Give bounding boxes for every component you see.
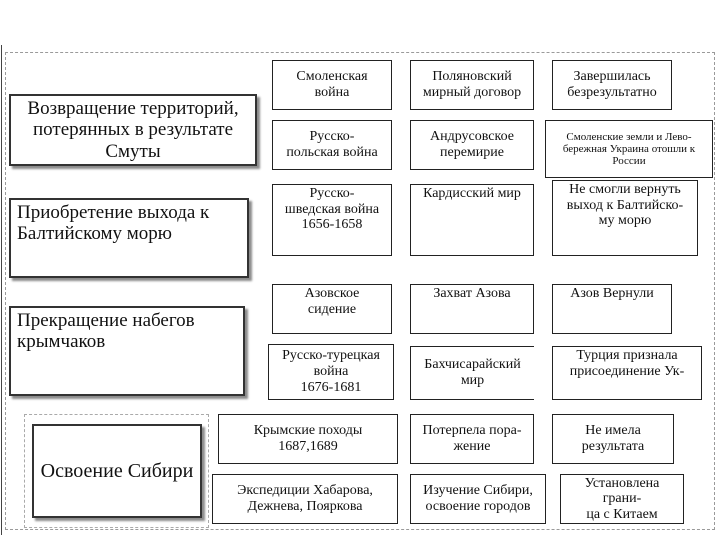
- category-crimean-raids: Прекращение набегов крымчаков: [9, 306, 245, 396]
- category-baltic-access: Приобретение выхода к Балтийскому морю: [9, 198, 249, 278]
- event-crimean-campaigns: Крымские походы 1687,1689: [218, 414, 398, 464]
- result-polyanovka-treaty: Поляновский мирный договор: [410, 60, 534, 110]
- event-siberian-expeditions: Экспедиции Хабарова, Дежнева, Пояркова: [212, 474, 398, 524]
- outcome-no-result: Завершилась безрезультатно: [552, 60, 672, 110]
- event-russo-swedish-war: Русско- шведская война 1656-1658: [272, 184, 392, 256]
- outcome-azov-returned: Азов Вернули: [552, 284, 672, 334]
- event-smolensk-war: Смоленская война: [272, 60, 392, 110]
- outcome-baltic-not-returned: Не смогли вернуть выход к Балтийско- му морю: [552, 180, 698, 256]
- event-russo-polish-war: Русско- польская война: [272, 120, 392, 170]
- outcome-china-border: Установлена грани- ца с Китаем: [560, 474, 684, 524]
- event-azov-siege: Азовское сидение: [272, 284, 392, 334]
- result-capture-azov: Захват Азова: [410, 284, 534, 334]
- outcome-turkey-recognized: Турция признала присоединение Ук-: [552, 346, 702, 400]
- result-andrusovo-truce: Андрусовское перемирие: [410, 120, 534, 170]
- result-kardis-peace: Кардисский мир: [410, 184, 534, 256]
- category-return-territories: Возвращение территорий, потерянных в результате Смуты: [9, 94, 257, 166]
- event-russo-turkish-war: Русско-турецкая война 1676-1681: [268, 344, 394, 400]
- result-siberia-exploration: Изучение Сибири, освоение городов: [410, 474, 546, 524]
- result-defeat: Потерпела пора- жение: [410, 414, 534, 464]
- left-border-line: [1, 45, 2, 535]
- outcome-no-result-campaigns: Не имела результата: [552, 414, 674, 464]
- result-bakhchisaray-peace: Бахчисарайский мир: [410, 346, 534, 400]
- category-siberia: Освоение Сибири: [32, 424, 202, 518]
- outcome-smolensk-ukraine: Смоленские земли и Лево- бережная Украина отошли к России: [545, 120, 713, 178]
